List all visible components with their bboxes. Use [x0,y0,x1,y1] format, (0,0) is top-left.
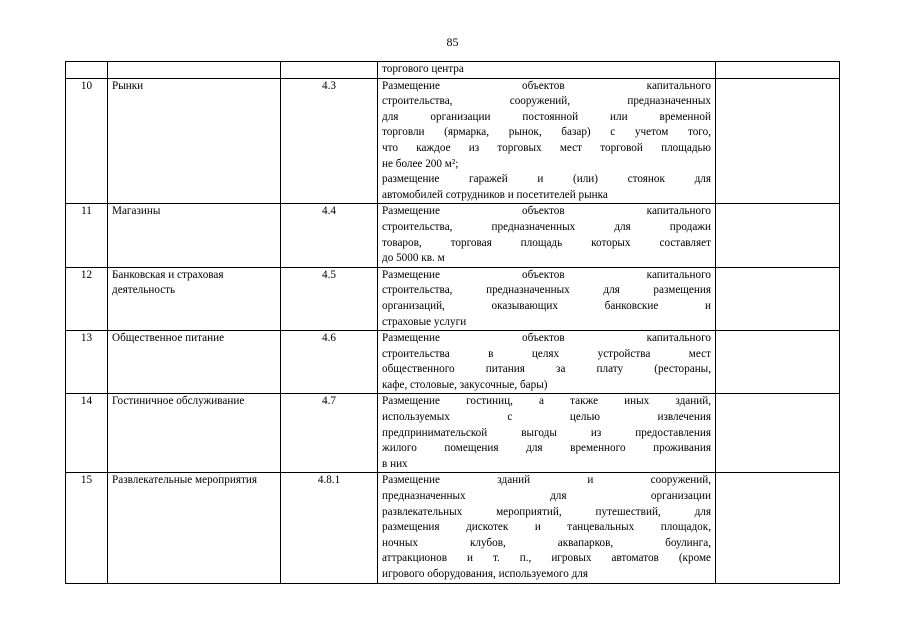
description-line: развлекательных мероприятий, путешествий, для [382,505,711,518]
table-row [66,78,840,204]
row-blank [716,78,840,204]
row-code: 4.8.1 [281,473,378,583]
page-number: 85 [446,35,459,49]
description-line: не более 200 м²; [382,157,459,170]
description-line: предпринимательской выгоды из предоставления [382,426,711,439]
table-row [66,394,840,473]
row-code: 4.5 [281,267,378,330]
cell-description-continuation: торгового центра [378,62,716,79]
row-description [378,267,716,330]
table-body [66,62,840,584]
cell-num [66,62,108,79]
land-use-table [65,61,840,584]
row-description [378,473,716,583]
description-line: предназначенных для организации [382,490,711,503]
table-row [66,473,840,583]
row-description [378,394,716,473]
row-blank [716,204,840,267]
row-name: Магазины [108,204,281,267]
row-number: 13 [66,331,108,394]
description-line: строительства, предназначенных для продажи [382,220,711,233]
cell-name [108,62,281,79]
row-description [378,331,716,394]
row-name: Банковская и страховая деятельность [108,267,281,330]
row-code: 4.3 [281,78,378,204]
description-line: автомобилей сотрудников и посетителей рынка [382,188,608,201]
row-code: 4.6 [281,331,378,394]
description-line: строительства, предназначенных для размещения [382,284,711,297]
table-row [66,267,840,330]
row-number: 14 [66,394,108,473]
description-line: ночных клубов, аквапарков, боулинга, [382,536,711,549]
description-line: Размещение зданий и сооружений, [382,474,711,487]
description-line: страховые услуги [382,315,467,328]
description-line: жилого помещения для временного проживания [382,442,711,455]
row-code: 4.7 [281,394,378,473]
row-name: Рынки [108,78,281,204]
description-line: используемых с целью извлечения [382,411,711,424]
row-code: 4.4 [281,204,378,267]
row-blank [716,331,840,394]
row-name: Развлекательные мероприятия [108,473,281,583]
row-number: 15 [66,473,108,583]
row-blank [716,473,840,583]
description-line: строительства, сооружений, предназначенных [382,95,711,108]
description-line: организаций, оказывающих банковские и [382,299,711,312]
table-row-continuation [66,62,840,79]
row-number: 11 [66,204,108,267]
row-name: Общественное питание [108,331,281,394]
description-line: кафе, столовые, закусочные, бары) [382,378,548,391]
description-line: Размещение объектов капитального [382,79,711,92]
description-line: Размещение объектов капитального [382,268,711,281]
cell-code [281,62,378,79]
description-line: Размещение гостиниц, а также иных зданий, [382,395,711,408]
row-description [378,204,716,267]
description-line: общественного питания за плату (рестораны, [382,363,711,376]
cell-blank [716,62,840,79]
row-blank [716,267,840,330]
row-name: Гостиничное обслуживание [108,394,281,473]
description-line: игрового оборудования, используемого для [382,568,589,580]
description-line: строительства в целях устройства мест [382,347,711,360]
description-line: что каждое из торговых мест торговой площадью [382,141,711,154]
description-line: размещение гаражей и (или) стоянок для [382,173,711,186]
table-row [66,331,840,394]
description-line: до 5000 кв. м [382,252,445,265]
description-line: Размещение объектов капитального [382,205,711,218]
description-line: товаров, торговая площадь которых составляет [382,236,711,249]
description-line: аттракционов и т. п., игровых автоматов (кроме [382,552,711,565]
description-line: торговли (ярмарка, рынок, базар) с учетом того, [382,126,711,139]
row-number: 12 [66,267,108,330]
row-description [378,78,716,204]
description-line: размещения дискотек и танцевальных площадок, [382,521,711,534]
row-blank [716,394,840,473]
description-line: Размещение объектов капитального [382,332,711,345]
description-line: в них [382,457,408,470]
table-row [66,204,840,267]
row-number: 10 [66,78,108,204]
description-line: для организации постоянной или временной [382,110,711,123]
